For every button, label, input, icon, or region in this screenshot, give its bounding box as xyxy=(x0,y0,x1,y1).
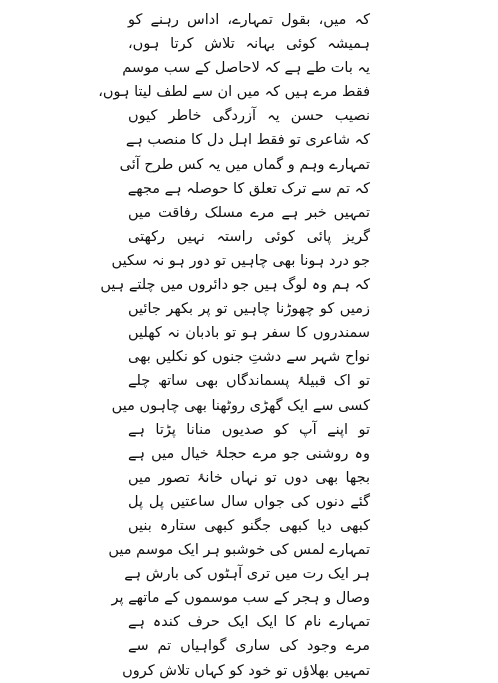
poem-line: وہ روشنی جو مرے حجلۂ خیال میں ہے xyxy=(128,445,370,462)
poem-line: کہ میں، بقول تمہارے، اداس رہنے کو xyxy=(128,12,370,28)
poem-line: تمہارے نام کا ایک ایک حرف کندہ ہے xyxy=(128,614,370,631)
poem-line: کہ تم سے ترک تعلق کا حوصلہ ہے مجھے xyxy=(127,180,370,197)
poem-line: نواح شہر سے دشتِ جنوں کو نکلیں بھی xyxy=(128,349,370,366)
poem-line: تو اپنے آپ کو صدیوں منانا پڑتا ہے xyxy=(128,421,370,438)
poem-line: مرے وجود کی ساری گواہیاں تم سے xyxy=(128,638,370,655)
poem-line: جو درد ہونا بھی چاہیں تو دور ہو نہ سکیں xyxy=(111,252,370,269)
poem-line: نصیب حسن یہ آزردگی خاطر کیوں xyxy=(128,108,370,125)
poem-line: بجھا بھی دوں تو نہاں خانۂ تصور میں xyxy=(128,469,370,486)
poem-line: یہ بات طے ہے کہ لاحاصل کے سب موسم xyxy=(122,60,370,77)
poem-line: تمہارے وہم و گماں میں یہ کس طرح آئی xyxy=(119,156,370,173)
poem-text xyxy=(98,8,370,683)
poem-line: ہر ایک رت میں تری آہٹوں کی بارش ہے xyxy=(124,566,370,583)
poem-line: تمہارے لمس کی خوشبو ہر ایک موسم میں xyxy=(108,542,370,559)
poem-line: وصال و ہجر کے سب موسموں کے ماتھے پر xyxy=(111,590,370,607)
poem-line: فقط مرے ہیں کہ میں ان سے لطف لیتا ہوں، xyxy=(98,84,370,101)
poem-line: ہمیشہ کوئی بہانہ تلاش کرتا ہوں، xyxy=(128,36,370,53)
poem-line: تمہیں خبر ہے مرے مسلک رفاقت میں xyxy=(128,204,370,221)
poem-line: گریز پائی کوئی راستہ نہیں رکھتی xyxy=(128,228,370,245)
poem-line: سمندروں کا سفر ہو تو بادبان نہ کھلیں xyxy=(128,325,370,342)
poem-line: کہ ہم وہ لوگ ہیں جو دائروں میں چلتے ہیں xyxy=(100,277,370,294)
poem-line: زمیں کو چھوڑنا چاہیں تو پر بکھر جائیں xyxy=(128,301,370,318)
poem-line: گئے دنوں کی جواں سال ساعتیں پل پل xyxy=(128,493,370,510)
poem-line: کہ شاعری تو فقط اہل دل کا منصب ہے xyxy=(125,132,370,149)
poem-line: تو اک قبیلۂ پسماندگاں بھی ساتھ چلے xyxy=(128,373,370,390)
poem-line: کبھی دیا کبھی جگنو کبھی ستارہ بنیں xyxy=(128,517,370,534)
poem-line: کسی سے ایک گھڑی روٹھنا بھی چاہوں میں xyxy=(111,397,370,414)
poem-line: تمہیں بھلاؤں تو خود کو کہاں تلاش کروں xyxy=(122,662,370,679)
